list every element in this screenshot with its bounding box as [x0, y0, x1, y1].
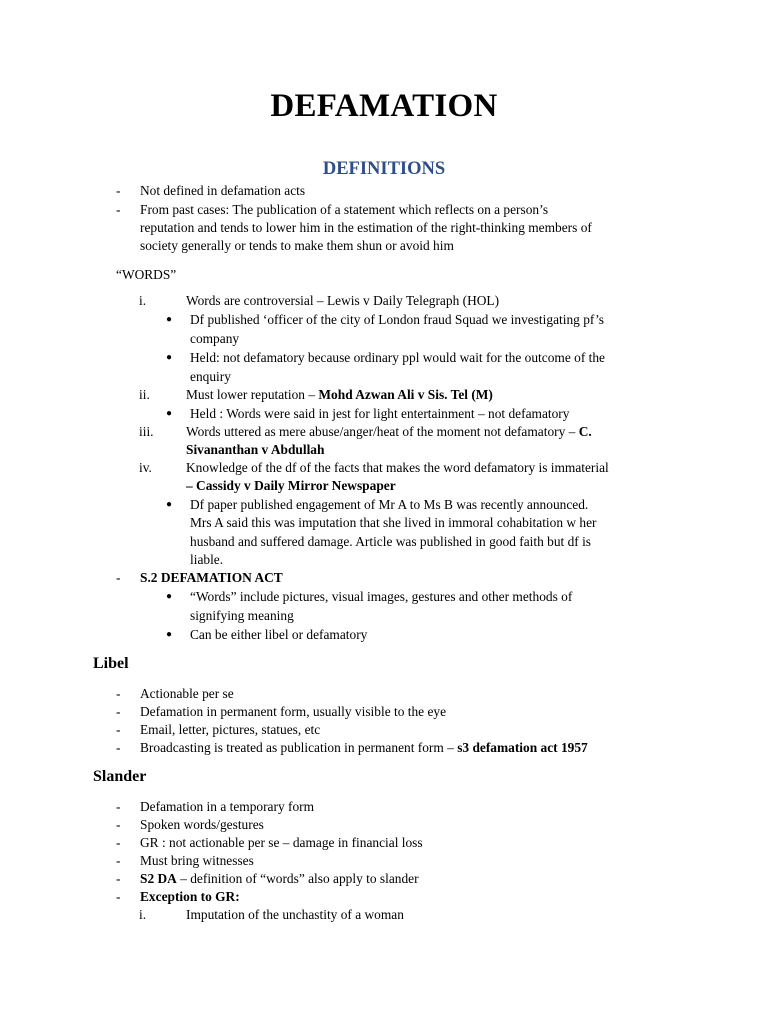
slander-exception-item: Imputation of the unchastity of a woman — [186, 907, 404, 922]
bullet-marker: ● — [166, 352, 173, 363]
s2-label: S.2 DEFAMATION ACT — [140, 570, 283, 585]
numeral-iii: iii. — [139, 424, 154, 439]
item-iii-case: C. — [578, 424, 592, 439]
item-i-bullet-line: company — [190, 331, 240, 346]
dash-marker: - — [116, 799, 121, 814]
definition-line: reputation and tends to lower him in the estimation of the right-thinking members of — [140, 220, 592, 235]
libel-item: Email, letter, pictures, statues, etc — [140, 722, 321, 737]
dash-marker: - — [116, 202, 121, 217]
dash-marker: - — [116, 740, 121, 755]
item-iv-case: – Cassidy v Daily Mirror Newspaper — [186, 478, 396, 493]
libel-item: Actionable per se — [140, 686, 234, 701]
slander-item-text: – definition of “words” also apply to slander — [176, 871, 419, 886]
item-iii-text: Words uttered as mere abuse/anger/heat of the moment not defamatory – — [186, 424, 579, 439]
slander-heading: Slander — [93, 768, 147, 785]
bullet-marker: ● — [166, 499, 173, 510]
s2-bullet-line: signifying meaning — [190, 608, 294, 623]
dash-marker: - — [116, 817, 121, 832]
bullet-marker: ● — [166, 314, 173, 325]
slander-item: Must bring witnesses — [140, 853, 254, 868]
s2-bullet-line: Can be either libel or defamatory — [190, 627, 368, 642]
definitions-heading: DEFINITIONS — [322, 159, 446, 179]
bullet-marker: ● — [166, 591, 173, 602]
definition-line: From past cases: The publication of a statement which reflects on a person’s — [140, 202, 549, 217]
libel-heading: Libel — [93, 655, 129, 672]
dash-marker: - — [116, 871, 121, 886]
dash-marker: - — [116, 183, 121, 198]
item-iv-bullet-line: liable. — [190, 552, 224, 567]
item-i-text: Words are controversial – Lewis v Daily Telegraph (HOL) — [186, 293, 500, 308]
definition-line: society generally or tends to make them shun or avoid him — [140, 238, 454, 253]
item-iii-case-continued: Sivananthan v Abdullah — [186, 442, 325, 457]
document-title: DEFAMATION — [270, 88, 498, 124]
numeral-i: i. — [139, 907, 147, 922]
item-ii-bullet-line: Held : Words were said in jest for light entertainment – not defamatory — [190, 406, 570, 421]
item-iv-bullet-line: Mrs A said this was imputation that she lived in immoral cohabitation w her — [190, 515, 597, 530]
item-ii-case: Mohd Azwan Ali v Sis. Tel (M) — [318, 387, 493, 402]
slander-exception-label: Exception to GR: — [140, 889, 240, 904]
slander-item: Defamation in a temporary form — [140, 799, 315, 814]
slander-item: GR : not actionable per se – damage in financial loss — [140, 835, 423, 850]
slander-item-statute: S2 DA — [140, 871, 177, 886]
slander-item: Spoken words/gestures — [140, 817, 264, 832]
dash-marker: - — [116, 835, 121, 850]
item-ii-text: Must lower reputation – — [186, 387, 319, 402]
slander-item — [140, 870, 419, 888]
libel-item-text: Broadcasting is treated as publication in permanent form – — [140, 740, 458, 755]
libel-item: Defamation in permanent form, usually visible to the eye — [140, 704, 447, 719]
item-iv-bullet-line: husband and suffered damage. Article was published in good faith but df is — [190, 534, 592, 549]
dash-marker: - — [116, 686, 121, 701]
bullet-marker: ● — [166, 629, 173, 640]
item-i-bullet-line: Held: not defamatory because ordinary ppl would wait for the outcome of the — [190, 350, 605, 365]
item-i-bullet-line: Df published ‘officer of the city of London fraud Squad we investigating pf’s — [190, 312, 605, 327]
numeral-ii: ii. — [139, 387, 150, 402]
dash-marker: - — [116, 722, 121, 737]
item-iii-line — [186, 423, 592, 441]
item-ii-line — [186, 386, 493, 404]
numeral-iv: iv. — [139, 460, 152, 475]
item-iv-text: Knowledge of the df of the facts that makes the word defamatory is immaterial — [186, 460, 609, 475]
dash-marker: - — [116, 889, 121, 904]
numeral-i: i. — [139, 293, 147, 308]
dash-marker: - — [116, 570, 121, 585]
words-label: “WORDS” — [116, 267, 177, 282]
dash-marker: - — [116, 853, 121, 868]
libel-item-statute: s3 defamation act 1957 — [457, 740, 588, 755]
bullet-marker: ● — [166, 408, 173, 419]
item-i-bullet-line: enquiry — [190, 369, 231, 384]
s2-bullet-line: “Words” include pictures, visual images, gestures and other methods of — [190, 589, 573, 604]
libel-item — [140, 739, 588, 757]
definition-line: Not defined in defamation acts — [140, 183, 306, 198]
item-iv-bullet-line: Df paper published engagement of Mr A to Ms B was recently announced. — [190, 497, 589, 512]
dash-marker: - — [116, 704, 121, 719]
